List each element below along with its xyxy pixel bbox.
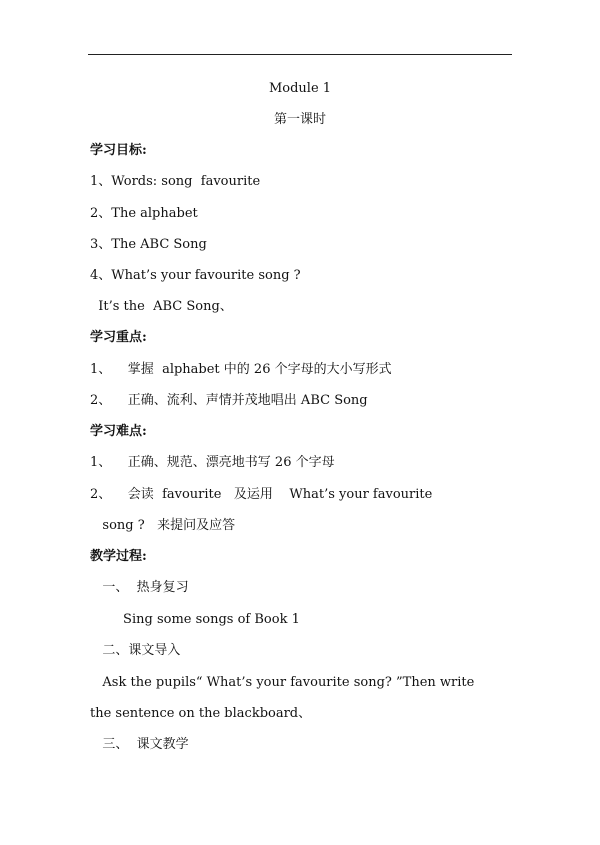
difficulties-heading: 学习难点: [90,424,147,439]
process-item: Sing some songs of Book 1 [90,612,300,627]
objective-item: 1、Words: song favourite [90,174,261,189]
module-title: Module 1 [268,81,332,96]
key-point-item: 1、 掌握 alphabet 中的 26 个字母的大小写形式 [90,362,392,377]
objective-item: It’s the ABC Song、 [90,299,233,314]
process-item: 一、 热身复习 [90,580,189,595]
objectives-heading: 学习目标: [90,143,147,158]
process-item: Ask the pupils“ What’s your favourite song? ”Then write [90,675,475,690]
objective-item: 3、The ABC Song [90,237,207,252]
header-rule [88,54,512,55]
lesson-subtitle: 第一课时 [273,112,326,127]
process-heading: 教学过程: [90,549,147,564]
objective-item: 4、What’s your favourite song ? [90,268,301,283]
key-points-heading: 学习重点: [90,330,147,345]
process-item: 三、 课文教学 [90,737,189,752]
difficulty-item: 2、 会读 favourite 及运用 What’s your favourite [90,487,433,502]
process-item: 二、课文导入 [90,643,181,658]
process-item: the sentence on the blackboard、 [90,706,312,721]
difficulty-item: song ? 来提问及应答 [90,518,236,533]
difficulty-item: 1、 正确、规范、漂亮地书写 26 个字母 [90,455,335,470]
key-point-item: 2、 正确、流利、声情并茂地唱出 ABC Song [90,393,368,408]
objective-item: 2、The alphabet [90,206,198,221]
